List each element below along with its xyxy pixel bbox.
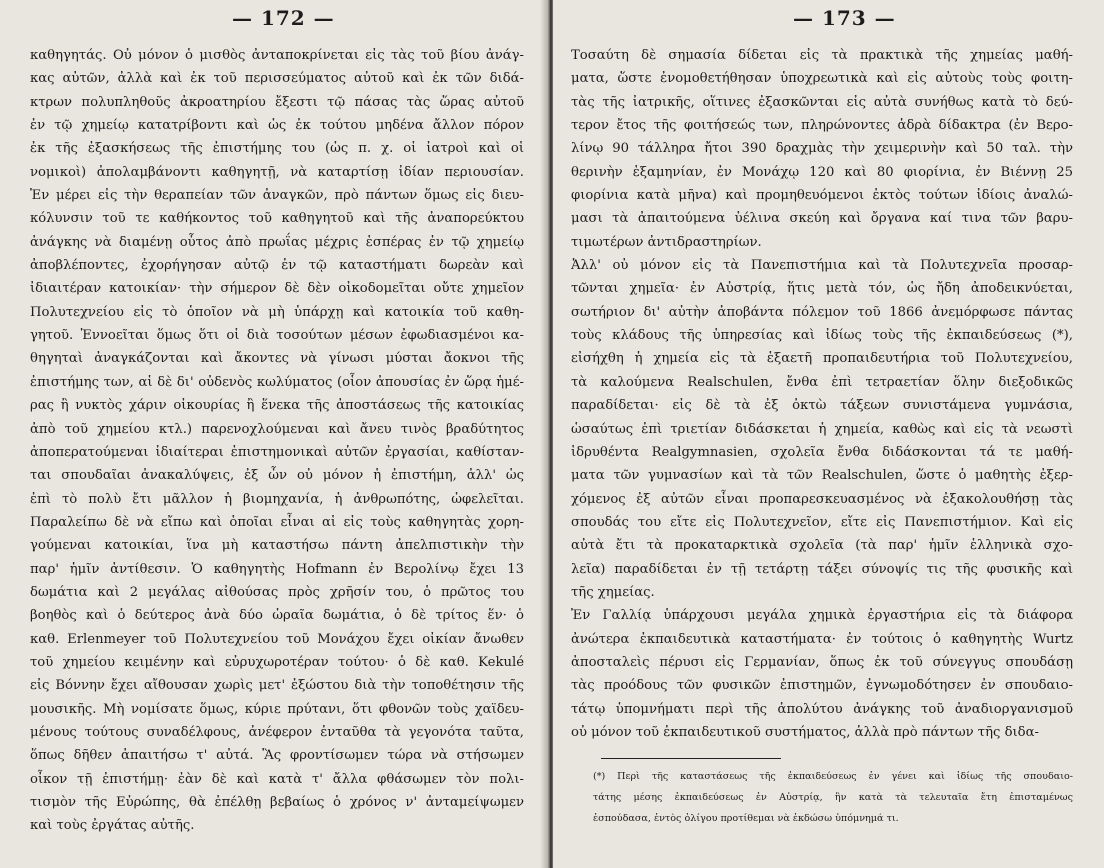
text-line: θερινὴν ἑξαμηνίαν, ἐν Μονάχῳ 120 καὶ 80 φιορίνια, ἐν Βιέννῃ 25 bbox=[571, 164, 1073, 180]
text-line: Πολυτεχνείου εἰς τὸ ὁποῖον νὰ μὴ ὑπάρχῃ καὶ κατοικία τοῦ καθη- bbox=[30, 304, 524, 320]
footnote-line: (*) Περὶ τῆς καταστάσεως τῆς ἐκπαιδεύσεως ἐν γένει καὶ ἰδίως τῆς σπουδαιο- bbox=[593, 771, 1073, 782]
text-line: κας αὐτῶν, ἀλλὰ καὶ ἐκ τοῦ περισσεύματος αὐτοῦ καὶ ἐκ τῶν διδά- bbox=[30, 71, 524, 87]
text-line: Ἀλλ' οὐ μόνον εἰς τὰ Πανεπιστήμια καὶ τὰ Πολυτεχνεῖα προσαρ- bbox=[571, 258, 1073, 274]
text-line: τῶνται χημεῖα· ἐν Αὐστρίᾳ, ἥτις μετὰ τόν, ὡς ἤδη ἀποδεικνύεται, bbox=[571, 281, 1073, 297]
page-number-right: — 173 — bbox=[793, 6, 896, 30]
text-line: ἀνάγκης νὰ διαμένῃ οὗτος ἀπὸ πρωΐας μέχρις ἑσπέρας ἐν τῷ χημείῳ bbox=[30, 234, 524, 250]
text-line: οἶκον τῇ ἐπιστήμῃ· ἐὰν δὲ καὶ κατὰ τ' ἄλλα φθάσωμεν τὸν πολι- bbox=[30, 771, 524, 787]
text-line: τοὺς κλάδους τῆς ὑπηρεσίας καὶ ἰδίως τοὺς τῆς ἐκπαιδεύσεως (*), bbox=[571, 328, 1073, 344]
text-line: κτρων πολυπληθοῦς ἀκροατηρίου ἔξεστι τῷ πάσας τὰς ὥρας αὐτοῦ bbox=[30, 94, 524, 110]
text-line: τὰ καλούμενα Realschulen, ἔνθα ἐπὶ τετραετίαν ὅλην διεξοδικῶς bbox=[571, 374, 1073, 390]
left-page-body bbox=[30, 44, 524, 838]
text-line: γητοῦ. Ἐννοεῖται ὅμως ὅτι οἱ διὰ τοσούτων μέσων ἐφωδιασμένοι κα- bbox=[30, 328, 524, 344]
text-line: ἐπὶ τὸ πολὺ ἔτι μᾶλλον ἡ βιομηχανία, ἡ ἀνθρωπότης, ὠφελεῖται. bbox=[30, 491, 524, 507]
text-line: τῆς χημείας. bbox=[571, 584, 655, 600]
text-line: ἐν τῷ χημείῳ κατατρίβοντι καὶ ὡς ἐκ τούτου μηδένα ἄλλον πόρον bbox=[30, 118, 524, 134]
text-line: καθηγητάς. Οὐ μόνον ὁ μισθὸς ἀνταποκρίνεται εἰς τὰς τοῦ βίου ἀνάγ- bbox=[30, 48, 524, 63]
text-line: ὅπως δῆθεν ἀπαιτήσω τ' αὐτά. Ἂς φροντίσωμεν τώρα νὰ στήσωμεν bbox=[30, 748, 524, 764]
text-line: ἀποβλέποντες, ἐχορήγησαν αὐτῷ ἐν τῷ καταστήματι δωρεὰν καὶ bbox=[30, 258, 524, 274]
text-line: ἱδρυθέντα Realgymnasien, σχολεῖα ἔνθα διδάσκονται τά τε μαθή- bbox=[571, 444, 1073, 460]
text-line: ματα, ὥστε ἐνομοθετήθησαν ὑποχρεωτικὰ καὶ εἰς αὐτοὺς τοὺς φοιτη- bbox=[571, 71, 1073, 87]
text-line: σπουδάς του εἴτε εἰς Πολυτεχνεῖον, εἴτε εἰς Πανεπιστήμιον. Καὶ εἰς bbox=[571, 514, 1073, 530]
text-line: ἀνώτερα ἐκπαιδευτικὰ καταστήματα· ἐν τούτοις ὁ καθηγητὴς Wurtz bbox=[571, 631, 1073, 647]
text-line: τισμὸν τῆς Εὐρώπης, θὰ ἐπέλθῃ βεβαίως ὁ χρόνος ν' ἀνταμείψωμεν bbox=[30, 795, 524, 810]
text-line: ἀποπερατούμεναι ἰδιαίτεραι ἐπιστημονικαὶ αὐτῶν ἐργασίαι, καθίσταν- bbox=[30, 444, 524, 460]
text-line: γούμεναι κατοικίαι, ἵνα μὴ καταστήσω πάντη ἀπελπιστικὴν τὴν bbox=[30, 538, 524, 554]
text-line: ματα τῶν γυμνασίων καὶ τὰ τῶν Realschulen, ὥστε ὁ μαθητὴς ἐξερ- bbox=[571, 468, 1073, 484]
right-page bbox=[553, 0, 1104, 868]
text-line: τοῦ χημείου κειμένην καὶ εὐρυχωροτέραν τούτου· ὁ δὲ καθ. Kekulé bbox=[30, 654, 524, 670]
text-line: ἀπὸ τοῦ χημείου κτλ.) παρενοχλούμεναι καὶ ἄνευ τινὸς βραδύτητος bbox=[30, 421, 524, 437]
text-line: εἰς Βόννην ἔχει αἴθουσαν χωρὶς μετ' ἐξώστου διὰ τὴν τοποθέτησιν τῆς bbox=[30, 678, 524, 694]
text-line: λίνῳ 90 τάλληρα ἤτοι 390 δραχμὰς τὴν χειμερινὴν καὶ 50 ταλ. τὴν bbox=[571, 141, 1073, 157]
text-line: ἀποσταλεὶς πέρυσι εἰς Γερμανίαν, ὅπως ἐκ τοῦ σύνεγγυς σπουδάσῃ bbox=[571, 654, 1073, 670]
text-line: Ἐν μέρει εἰς τὴν θεραπείαν τῶν ἀναγκῶν, πρὸ πάντων ὅμως εἰς διευ- bbox=[30, 188, 524, 204]
text-line: παρ' ἡμῖν ἀντίθεσιν. Ὁ καθηγητὴς Hofmann ἐν Βερολίνῳ ἔχει 13 bbox=[30, 561, 524, 577]
text-line: λεῖα) παραδίδεται ἐν τῇ τετάρτῃ τάξει σύνοψίς τις τῆς φυσικῆς καὶ bbox=[571, 561, 1073, 577]
footnote bbox=[593, 766, 1073, 829]
text-line: φιορίνια κατὰ μῆνα) καὶ προμηθευόμενοι ἐκτὸς τούτων ἰδίοις ἀναλώ- bbox=[571, 188, 1073, 204]
text-line: ἐπιστήμης των, αἱ δὲ δι' οὐδενὸς κωλύματος (οἷον ἀπουσίας ἐν ὥρᾳ ἡμέ- bbox=[30, 374, 524, 390]
text-line: δωμάτια καὶ 2 μεγάλας αἰθούσας πρὸς χρῆσίν του, ὁ πρῶτος του bbox=[30, 584, 524, 600]
text-line: εἰσήχθη ἡ χημεία εἰς τὰ ἑξαετῆ προπαιδευτήρια τοῦ Πολυτεχνείου, bbox=[571, 351, 1073, 367]
footnote-rule bbox=[601, 758, 781, 759]
text-line: θηγηταὶ ἀναγκάζονται καὶ ἄκοντες νὰ γίνωσι μύσται ἄοκνοι τῆς bbox=[30, 351, 524, 367]
text-line: παραδίδεται· εἰς δὲ τὰ ἐξ ὀκτὼ τάξεων συνιστάμενα γυμνάσια, bbox=[571, 398, 1073, 414]
text-line: τὰς προόδους τῶν φυσικῶν ἐπιστημῶν, ἐγνωμοδότησεν ἐν σπουδαιο- bbox=[571, 678, 1073, 694]
left-page bbox=[0, 0, 548, 868]
text-line: τιμωτέρων ἀντιδραστηρίων. bbox=[571, 234, 762, 250]
right-page-body bbox=[571, 44, 1073, 744]
page-number-left: — 172 — bbox=[232, 6, 335, 30]
text-line: Παραλείπω δὲ νὰ εἴπω καὶ ὁποῖαι εἶναι αἱ εἰς τοὺς καθηγητὰς χορη- bbox=[30, 514, 524, 530]
text-line: ρας ἢ νυκτὸς χάριν οἰκουρίας ἢ ἕνεκα τῆς ἀποστάσεως τῆς κατοικίας bbox=[30, 398, 524, 414]
text-line: σωτήριον δι' αὐτὴν ἀποβάντα πόλεμον τοῦ 1866 ἀνεμόρφωσε πάντας bbox=[571, 304, 1073, 320]
text-line: Ἐν Γαλλίᾳ ὑπάρχουσι μεγάλα χημικὰ ἐργαστήρια εἰς τὰ διάφορα bbox=[571, 608, 1073, 624]
footnote-line: ἐσπούδασα, ἐντὸς ὀλίγου προτίθεμαι νὰ ἐκδώσω ὑπόμνημά τι. bbox=[593, 813, 899, 824]
text-line: τερον ἔτος τῆς φοιτήσεώς των, πληρώνοντες ἁδρὰ δίδακτρα (ἐν Βερο- bbox=[571, 118, 1073, 134]
text-line: μουσικῆς. Μὴ νομίσατε ὅμως, κύριε πρύτανι, ὅτι φθονῶν τοὺς χαϊδευ- bbox=[30, 701, 524, 717]
text-line: ὡσαύτως ἐπὶ τριετίαν διδάσκεται ἡ χημεία, καθὼς καὶ εἰς τὰ νεωστὶ bbox=[571, 421, 1073, 437]
text-line: βοηθὸς καὶ ὁ δεύτερος ἀνὰ δύο ὡραῖα δωμάτια, ὁ δὲ τρίτος ἕν· ὁ bbox=[30, 608, 524, 624]
text-line: τάτῳ ὑπομνήματι περὶ τῆς ἀπολύτου ἀνάγκης τοῦ ἀναδιοργανισμοῦ bbox=[571, 701, 1073, 717]
text-line: Τοσαύτη δὲ σημασία δίδεται εἰς τὰ πρακτικὰ τῆς χημείας μαθή- bbox=[571, 48, 1073, 63]
text-line: νομικοὶ) ἀπολαμβάνοντι καθηγητῇ, νὰ καταρτίσῃ ἰδίαν περιουσίαν. bbox=[30, 164, 524, 180]
text-line: ται σπουδαῖαι ἀνακαλύψεις, ἐξ ὧν οὐ μόνον ἡ ἐπιστήμη, ἀλλ' ὡς bbox=[30, 468, 524, 484]
text-line: οὐ μόνον τοῦ ἐκπαιδευτικοῦ συστήματος, ἀλλὰ πρὸ πάντων τῆς διδα- bbox=[571, 724, 1039, 740]
text-line: ἰδιαιτέραν κατοικίαν· τὴν σήμερον δὲ δὲν οἰκοδομεῖται οὔτε χημεῖον bbox=[30, 281, 524, 297]
text-line: ἐκ τῆς ἐξασκήσεως τῆς ἐπιστήμης του (ὡς π. χ. οἱ ἰατροὶ καὶ οἱ bbox=[30, 141, 524, 157]
text-line: χόμενος ἐξ αὐτῶν εἶναι προπαρεσκευασμένος νὰ ἐξακολουθήσῃ τὰς bbox=[571, 491, 1073, 507]
text-line: καὶ τοὺς ἐργάτας αὐτῆς. bbox=[30, 818, 195, 834]
footnote-line: τάτης μέσης ἐκπαιδεύσεως ἐν Αὐστρίᾳ, ἣν κατὰ τὰ τελευταῖα ἔτη ἐπισταμένως bbox=[593, 792, 1073, 803]
text-line: τὰς τῆς ἰατρικῆς, οἵτινες ἐξασκῶνται εἰς αὐτὰ συνήθως κατὰ τὸ δεύ- bbox=[571, 94, 1073, 110]
text-line: αὐτὰ ἔτι τὰ προκαταρκτικὰ σχολεῖα (τὰ παρ' ἡμῖν ἑλληνικὰ σχο- bbox=[571, 538, 1073, 554]
text-line: μασι τὰ ἀπαιτούμενα ὑέλινα σκεύη καὶ ὄργανα καί τινα τῶν βαρυ- bbox=[571, 211, 1073, 227]
text-line: καθ. Erlenmeyer τοῦ Πολυτεχνείου τοῦ Μονάχου ἔχει οἰκίαν ἄνωθεν bbox=[30, 631, 524, 647]
text-line: κόλυνσιν τοῦ τε καθήκοντος τοῦ καθηγητοῦ καὶ τῆς ἀναπορεύκτου bbox=[30, 211, 524, 227]
text-line: μένους τούτους συναδέλφους, ἀνέφερον ἐνταῦθα τὰ γεγονότα ταῦτα, bbox=[30, 724, 524, 740]
